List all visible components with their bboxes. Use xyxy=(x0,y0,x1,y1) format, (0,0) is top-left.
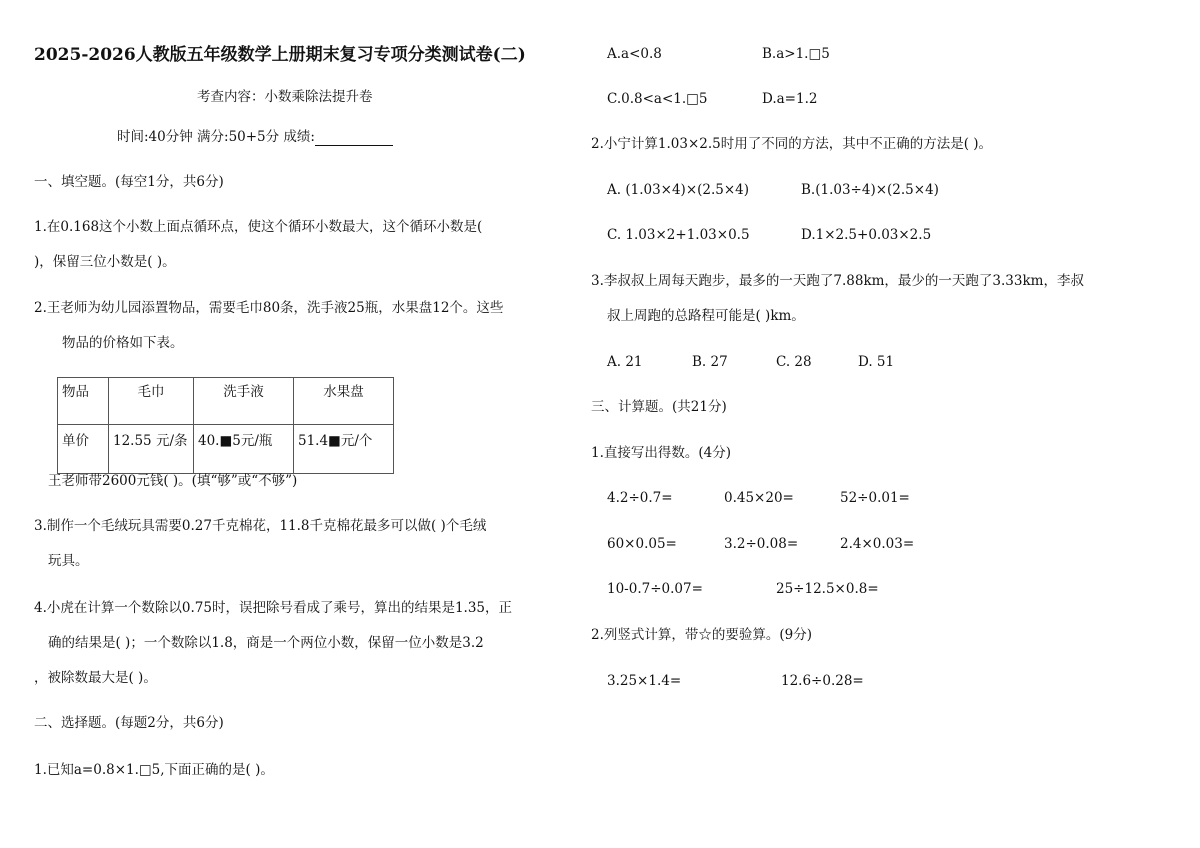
section1-heading: 一、填空题。(每空1分，共6分) xyxy=(34,174,224,190)
calc-item: 4.2÷0.7= xyxy=(607,490,673,506)
s2-q1-option-b: B.a>1.□5 xyxy=(762,46,830,62)
table-cell: 水果盘 xyxy=(294,378,394,425)
calc-item: 2.4×0.03= xyxy=(840,536,915,552)
s2-q1-stem: 1.已知a=0.8×1.□5,下面正确的是( )。 xyxy=(34,762,274,778)
s2-q2-option-b: B.(1.03÷4)×(2.5×4) xyxy=(801,182,939,198)
table-cell: 洗手液 xyxy=(194,378,294,425)
calc-item: 12.6÷0.28= xyxy=(781,673,864,689)
table-cell: 51.4■元/个 xyxy=(294,425,394,474)
calc-item: 3.25×1.4= xyxy=(607,673,682,689)
s1-q3-line1: 3.制作一个毛绒玩具需要0.27千克棉花，11.8千克棉花最多可以做( )个毛绒 xyxy=(34,518,487,534)
s2-q3-option-b: B. 27 xyxy=(692,354,728,370)
s2-q1-option-a: A.a<0.8 xyxy=(607,46,662,62)
s1-q3-line2: 玩具。 xyxy=(48,553,89,569)
s2-q3-option-c: C. 28 xyxy=(776,354,812,370)
s2-q3-option-d: D. 51 xyxy=(858,354,895,370)
page-title: 2025-2026人教版五年级数学上册期末复习专项分类测试卷(二) xyxy=(34,45,526,65)
table-header-row xyxy=(58,378,394,425)
calc-item: 3.2÷0.08= xyxy=(724,536,799,552)
table-cell: 40.■5元/瓶 xyxy=(194,425,294,474)
calc-item: 10-0.7÷0.07= xyxy=(607,581,703,597)
s2-q3-line1: 3.李叔叔上周每天跑步，最多的一天跑了7.88km，最少的一天跑了3.33km，李叔 xyxy=(591,273,1084,289)
s1-q4-line3: ，被除数最大是( )。 xyxy=(34,670,157,686)
s2-q3-option-a: A. 21 xyxy=(607,354,643,370)
table-cell: 单价 xyxy=(58,425,109,474)
calc-item: 25÷12.5×0.8= xyxy=(776,581,879,597)
table-cell: 物品 xyxy=(58,378,109,425)
s2-q2-option-d: D.1×2.5+0.03×2.5 xyxy=(801,227,932,243)
s1-q2-line1: 2.王老师为幼儿园添置物品，需要毛巾80条，洗手液25瓶，水果盘12个。这些 xyxy=(34,300,504,316)
price-table xyxy=(57,377,394,474)
s1-q1-line2: )，保留三位小数是( )。 xyxy=(34,254,176,270)
s2-q1-option-d: D.a=1.2 xyxy=(762,91,818,107)
calc-item: 0.45×20= xyxy=(724,490,794,506)
calc-item: 52÷0.01= xyxy=(840,490,910,506)
section2-heading: 二、选择题。(每题2分，共6分) xyxy=(34,715,224,731)
table-row xyxy=(58,425,394,474)
s1-q4-line2: 确的结果是( )；一个数除以1.8，商是一个两位小数，保留一位小数是3.2 xyxy=(48,635,484,651)
info-text: 时间:40分钟 满分:50+5分 成绩: xyxy=(117,129,315,145)
s2-q2-option-c: C. 1.03×2+1.03×0.5 xyxy=(607,227,750,243)
s1-q1-line1: 1.在0.168这个小数上面点循环点，使这个循环小数最大，这个循环小数是( xyxy=(34,219,483,235)
calc-item: 60×0.05= xyxy=(607,536,677,552)
s3-q1-stem: 1.直接写出得数。(4分) xyxy=(591,445,732,461)
table-cell: 12.55 元/条 xyxy=(109,425,194,474)
info-line xyxy=(117,128,393,146)
s2-q3-line2: 叔上周跑的总路程可能是( )km。 xyxy=(607,308,805,324)
s1-q2-line3: 王老师带2600元钱( )。(填“够”或“不够”) xyxy=(48,473,298,489)
s2-q2-option-a: A. (1.03×4)×(2.5×4) xyxy=(607,182,750,198)
s2-q1-option-c: C.0.8<a<1.□5 xyxy=(607,91,708,107)
s2-q2-stem: 2.小宁计算1.03×2.5时用了不同的方法，其中不正确的方法是( )。 xyxy=(591,136,993,152)
s1-q4-line1: 4.小虎在计算一个数除以0.75时，误把除号看成了乘号，算出的结果是1.35，正 xyxy=(34,600,512,616)
section3-heading: 三、计算题。(共21分) xyxy=(591,399,727,415)
s1-q2-line2: 物品的价格如下表。 xyxy=(62,335,184,351)
score-blank xyxy=(315,131,393,146)
table-cell: 毛巾 xyxy=(109,378,194,425)
content-line: 考查内容：小数乘除法提升卷 xyxy=(197,89,373,105)
s3-q2-stem: 2.列竖式计算，带☆的要验算。(9分) xyxy=(591,627,813,643)
